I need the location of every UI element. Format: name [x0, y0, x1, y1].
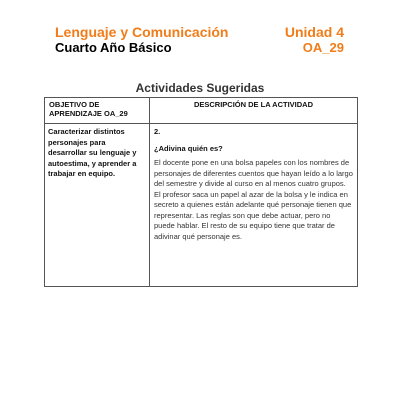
subject-title: Lenguaje y Comunicación	[55, 24, 229, 40]
description-cell	[150, 124, 358, 287]
header-right	[285, 24, 344, 56]
activities-table	[44, 97, 358, 287]
section-title: Actividades Sugeridas	[135, 81, 265, 95]
unit-label: Unidad 4	[284, 24, 344, 40]
objective-code: OA_29	[302, 40, 344, 55]
grade-subtitle: Cuarto Año Básico	[55, 40, 172, 55]
table-row	[45, 124, 358, 287]
activity-text: El docente pone en una bolsa papeles con los nombres de personajes de diferentes cuentos que hayan leído a lo largo del semestre y divide al curso en al menos cuatro grupos. El profesor saca un papel al azar de la bolsa y le indica en secreto a quienes están adelante qué personaje tienen que representar. Las reglas son que debe actuar, pero no puede hablar. El resto de su equipo tiene que tratar de adivinar qué personaje es.	[154, 158, 353, 241]
activity-title: ¿Adivina quién es?	[154, 144, 223, 153]
description-column-header: DESCRIPCIÓN DE LA ACTIVIDAD	[150, 98, 358, 124]
header-left	[55, 24, 228, 56]
objective-column-header: OBJETIVO DE APRENDIZAJE OA_29	[45, 98, 150, 124]
table-header-row	[45, 98, 358, 124]
objective-cell: Caracterizar distintos personajes para desarrollar su lenguaje y autoestima, y aprender a trabajar en equipo.	[45, 124, 150, 287]
activity-number: 2.	[154, 127, 161, 136]
